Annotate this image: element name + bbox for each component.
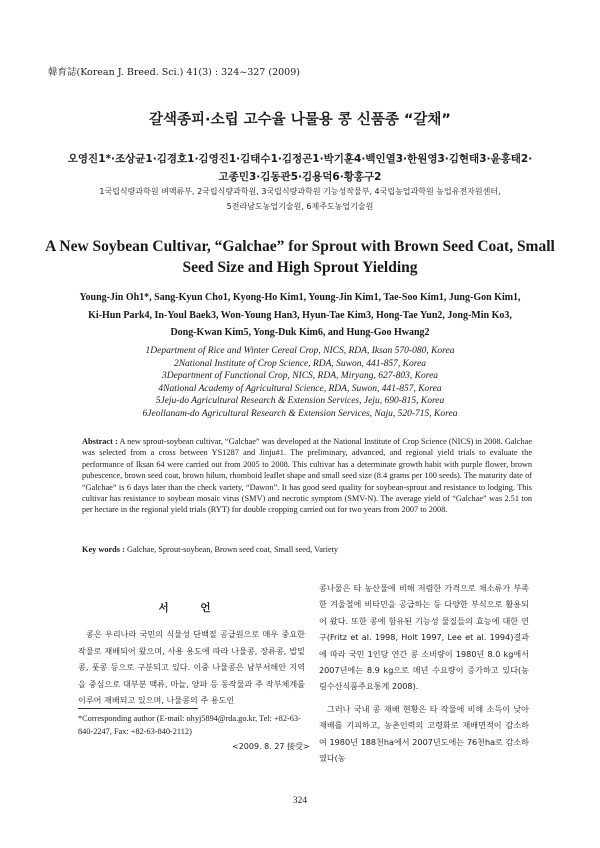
intro-paragraph-right-1: 콩나물은 타 농산물에 비해 저렴한 가격으로 채소류가 부족한 겨울철에 비타민을 공급하는 등 다양한 부식으로 활용되어 왔다. 또한 콩에 함유된 기능성 물질들의 효능에 대한 연구(Fritz et al. 1998, Holt 1997, Lee et al. 1994)결과에 따라 국민 1인당 연간 콩 소비량이 1980년 8.0 kg에서 2007년에는 8.9 kg으로 매년 수요량이 증가하고 있다(농림수산식품주요통계 2008). bbox=[319, 583, 529, 692]
english-authors-line-2: Ki-Hun Park4, In-Youl Baek3, Won-Young Han3, Hyun-Tae Kim3, Hong-Tae Yun2, Jong-Min Ko3, bbox=[88, 309, 512, 321]
body-right-column bbox=[319, 580, 529, 766]
affiliation-5: 5Jeju-do Agricultural Research & Extension Services, Jeju, 690-815, Korea bbox=[155, 396, 445, 407]
keywords bbox=[82, 545, 532, 554]
intro-paragraph-left: 콩은 우리나라 국민의 식물성 단백질 공급원으로 매우 중요한 작물로 재배되어 왔으며, 사용 용도에 따라 나물콩, 장류콩, 밥밑콩, 풋콩 등으로 구분되고 있다. 이중 나물콩은 남부서해안 지역을 중심으로 대부분 맥류, 마늘, 양파 등 동작물과 주 작부체계를 이루어 재배되고 있으며, 나물콩의 주 용도인 bbox=[78, 629, 305, 706]
body-left-column bbox=[78, 598, 305, 708]
affiliation-6: 6Jeollanam-do Agricultural Research & Extension Services, Naju, 520-715, Korea bbox=[142, 408, 458, 419]
english-authors-line-3: Dong-Kwan Kim5, Yong-Duk Kim6, and Hung-Goo Hwang2 bbox=[170, 327, 430, 338]
keywords-text: Galchae, Sprout-soybean, Brown seed coat, Small seed, Variety bbox=[126, 545, 339, 554]
abstract-text: A new sprout-soybean cultivar, “Galchae” was developed at the National Institute of Crop Science (NICS) in 2008. Galchae was selected from a cross between YS1287 and Jinju#1. The preliminary, advanced, and regional yield trials to evaluate the performance of Iksan 64 were carried out from 2005 to 2008. This cultivar has a determinate growth habit with purple flower, brown pubescence, brown seed coat, brown hilum, rhomboid leaflet shape and small seed size (8.4 grams per 100 seeds). The maturity date of “Galchae” is 6 days later than the check variety, “Dawon”. It has good seed quality for soybean-sprout and resistance to lodging. This cultivar has resistance to soybean mosaic virus (SMV) and necrotic symptom (SMV-N). The average yield of “Galchae” was 2.51 ton per hectare in the regional yield trials (RYT) for double cropping carried out for two years from 2007 to 2008. bbox=[82, 437, 532, 515]
intro-paragraph-right-2: 그러나 국내 콩 재배 현황은 타 작물에 비해 소득이 낮아 재배를 기피하고, 농촌인력의 고령화로 재배면적이 감소하여 1980년 188천ha에서 2007년도에는 76천ha로 감소하였다(농 bbox=[319, 703, 529, 764]
english-authors-line-1: Young-Jin Oh1*, Sang-Kyun Cho1, Kyong-Ho Kim1, Young-Jin Kim1, Tae-Soo Kim1, Jung-Gon Kim1, bbox=[79, 292, 521, 303]
footnote-divider bbox=[78, 708, 198, 709]
running-head: 韓育誌(Korean J. Breed. Sci.) 41(3) : 324~327 (2009) bbox=[48, 67, 300, 78]
affiliation-2: 2National Institute of Crop Science, RDA, Suwon, 441-857, Korea bbox=[173, 358, 427, 369]
english-affiliations bbox=[60, 345, 540, 421]
korean-affil-line-1: 1국립식량과학원 벼맥류부, 2국립식량과학원, 3국립식량과학원 기능성작물부, 4국립농업과학원 농업유전자원센터, bbox=[99, 187, 501, 196]
english-title-line-1: A New Soybean Cultivar, “Galchae” for Sprout with Brown Seed Coat, Small bbox=[45, 238, 555, 255]
affiliation-1: 1Department of Rice and Winter Cereal Crop, NICS, RDA, Iksan 570-080, Korea bbox=[145, 346, 455, 356]
page-number: 324 bbox=[292, 796, 308, 806]
english-title-line-2: Seed Size and High Sprout Yielding bbox=[182, 259, 418, 276]
received-date: <2009. 8. 27 接受> bbox=[232, 742, 310, 751]
abstract bbox=[82, 436, 532, 516]
korean-authors bbox=[60, 150, 540, 186]
english-title bbox=[40, 236, 560, 278]
korean-affil-line-2: 5전라남도농업기술원, 6제주도농업기술원 bbox=[226, 202, 374, 211]
keywords-label: Key words : bbox=[82, 545, 125, 554]
abstract-label: Abstract : bbox=[82, 437, 118, 446]
corresponding-author-footnote: *Corresponding author (E-mail: ohyj5894@rda.go.kr, Tel: +82-63-840-2247, Fax: +82-63-840-2112) bbox=[78, 714, 301, 736]
korean-title: 갈색종피·소립 고수율 나물용 콩 신품종 “갈채” bbox=[149, 112, 451, 128]
korean-authors-line-2: 고종민3·김동관5·김용덕6·황홍구2 bbox=[218, 171, 382, 183]
english-authors bbox=[50, 289, 550, 342]
affiliation-4: 4National Academy of Agricultural Science, RDA, Suwon, 441-857, Korea bbox=[158, 383, 442, 394]
korean-affiliations bbox=[60, 184, 540, 214]
section-heading-introduction: 서 언 bbox=[158, 602, 225, 614]
korean-authors-line-1: 오영진1*·조상균1·김경호1·김영진1·김태수1·김정곤1·박기훈4·백인열3·한원영3·김현태3·윤홍태2· bbox=[67, 153, 533, 165]
affiliation-3: 3Department of Functional Crop, NICS, RDA, Miryang, 627-803, Korea bbox=[161, 371, 439, 382]
